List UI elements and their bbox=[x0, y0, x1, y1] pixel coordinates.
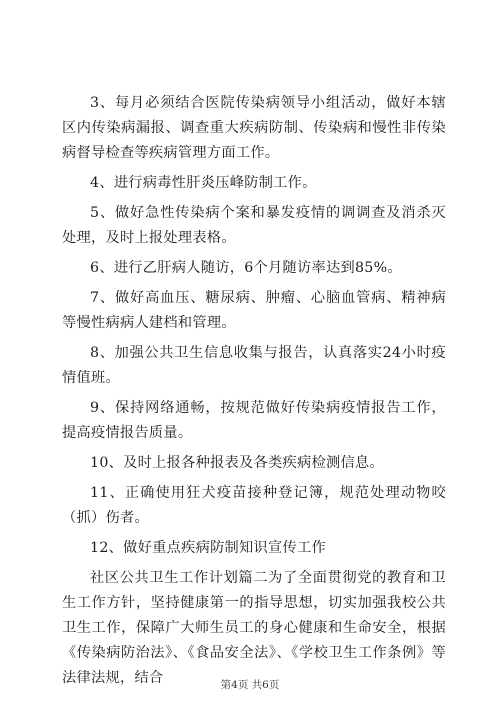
document-body bbox=[62, 91, 446, 696]
paragraph-plan-two: 社区公共卫生工作计划篇二为了全面贯彻党的教育和卫生工作方针，坚持健康第一的指导思想，切实加强我校公共卫生工作，保障广大师生员工的身心健康和生命安全，根据《传染病防治法》、《食品安全法》、《学校卫生工作条例》等法律法规，结合 bbox=[62, 570, 446, 686]
page-number-footer: 第4页 共6页 bbox=[220, 679, 280, 691]
paragraph-item-12: 12、做好重点疾病防制知识宣传工作 bbox=[90, 540, 326, 557]
paragraph-item-4: 4、进行病毒性肝炎压峰防制工作。 bbox=[90, 174, 317, 191]
paragraph-item-7: 7、做好高血压、糖尿病、肿瘤、心脑血管病、精神病等慢性病病人建档和管理。 bbox=[62, 290, 446, 331]
paragraph-item-3: 3、每月必须结合医院传染病领导小组活动，做好本辖区内传染病漏报、调查重大疾病防制、传染病和慢性非传染病督导检查等疾病管理方面工作。 bbox=[62, 95, 446, 161]
paragraph-item-11: 11、正确使用狂犬疫苗接种登记簿，规范处理动物咬（抓）伤者。 bbox=[62, 485, 446, 527]
paragraph-item-6: 6、进行乙肝病人随访，6个月随访率达到85%。 bbox=[90, 260, 402, 276]
paragraph-item-5: 5、做好急性传染病个案和暴发疫情的调调查及消杀灭处理，及时上报处理表格。 bbox=[62, 205, 446, 246]
paragraph-item-10: 10、及时上报各种报表及各类疾病检测信息。 bbox=[90, 455, 384, 472]
paragraph-item-9: 9、保持网络通畅，按规范做好传染病疫情报告工作，提高疫情报告质量。 bbox=[62, 400, 446, 441]
paragraph-item-8: 8、加强公共卫生信息收集与报告，认真落实24小时疫情值班。 bbox=[62, 345, 446, 386]
